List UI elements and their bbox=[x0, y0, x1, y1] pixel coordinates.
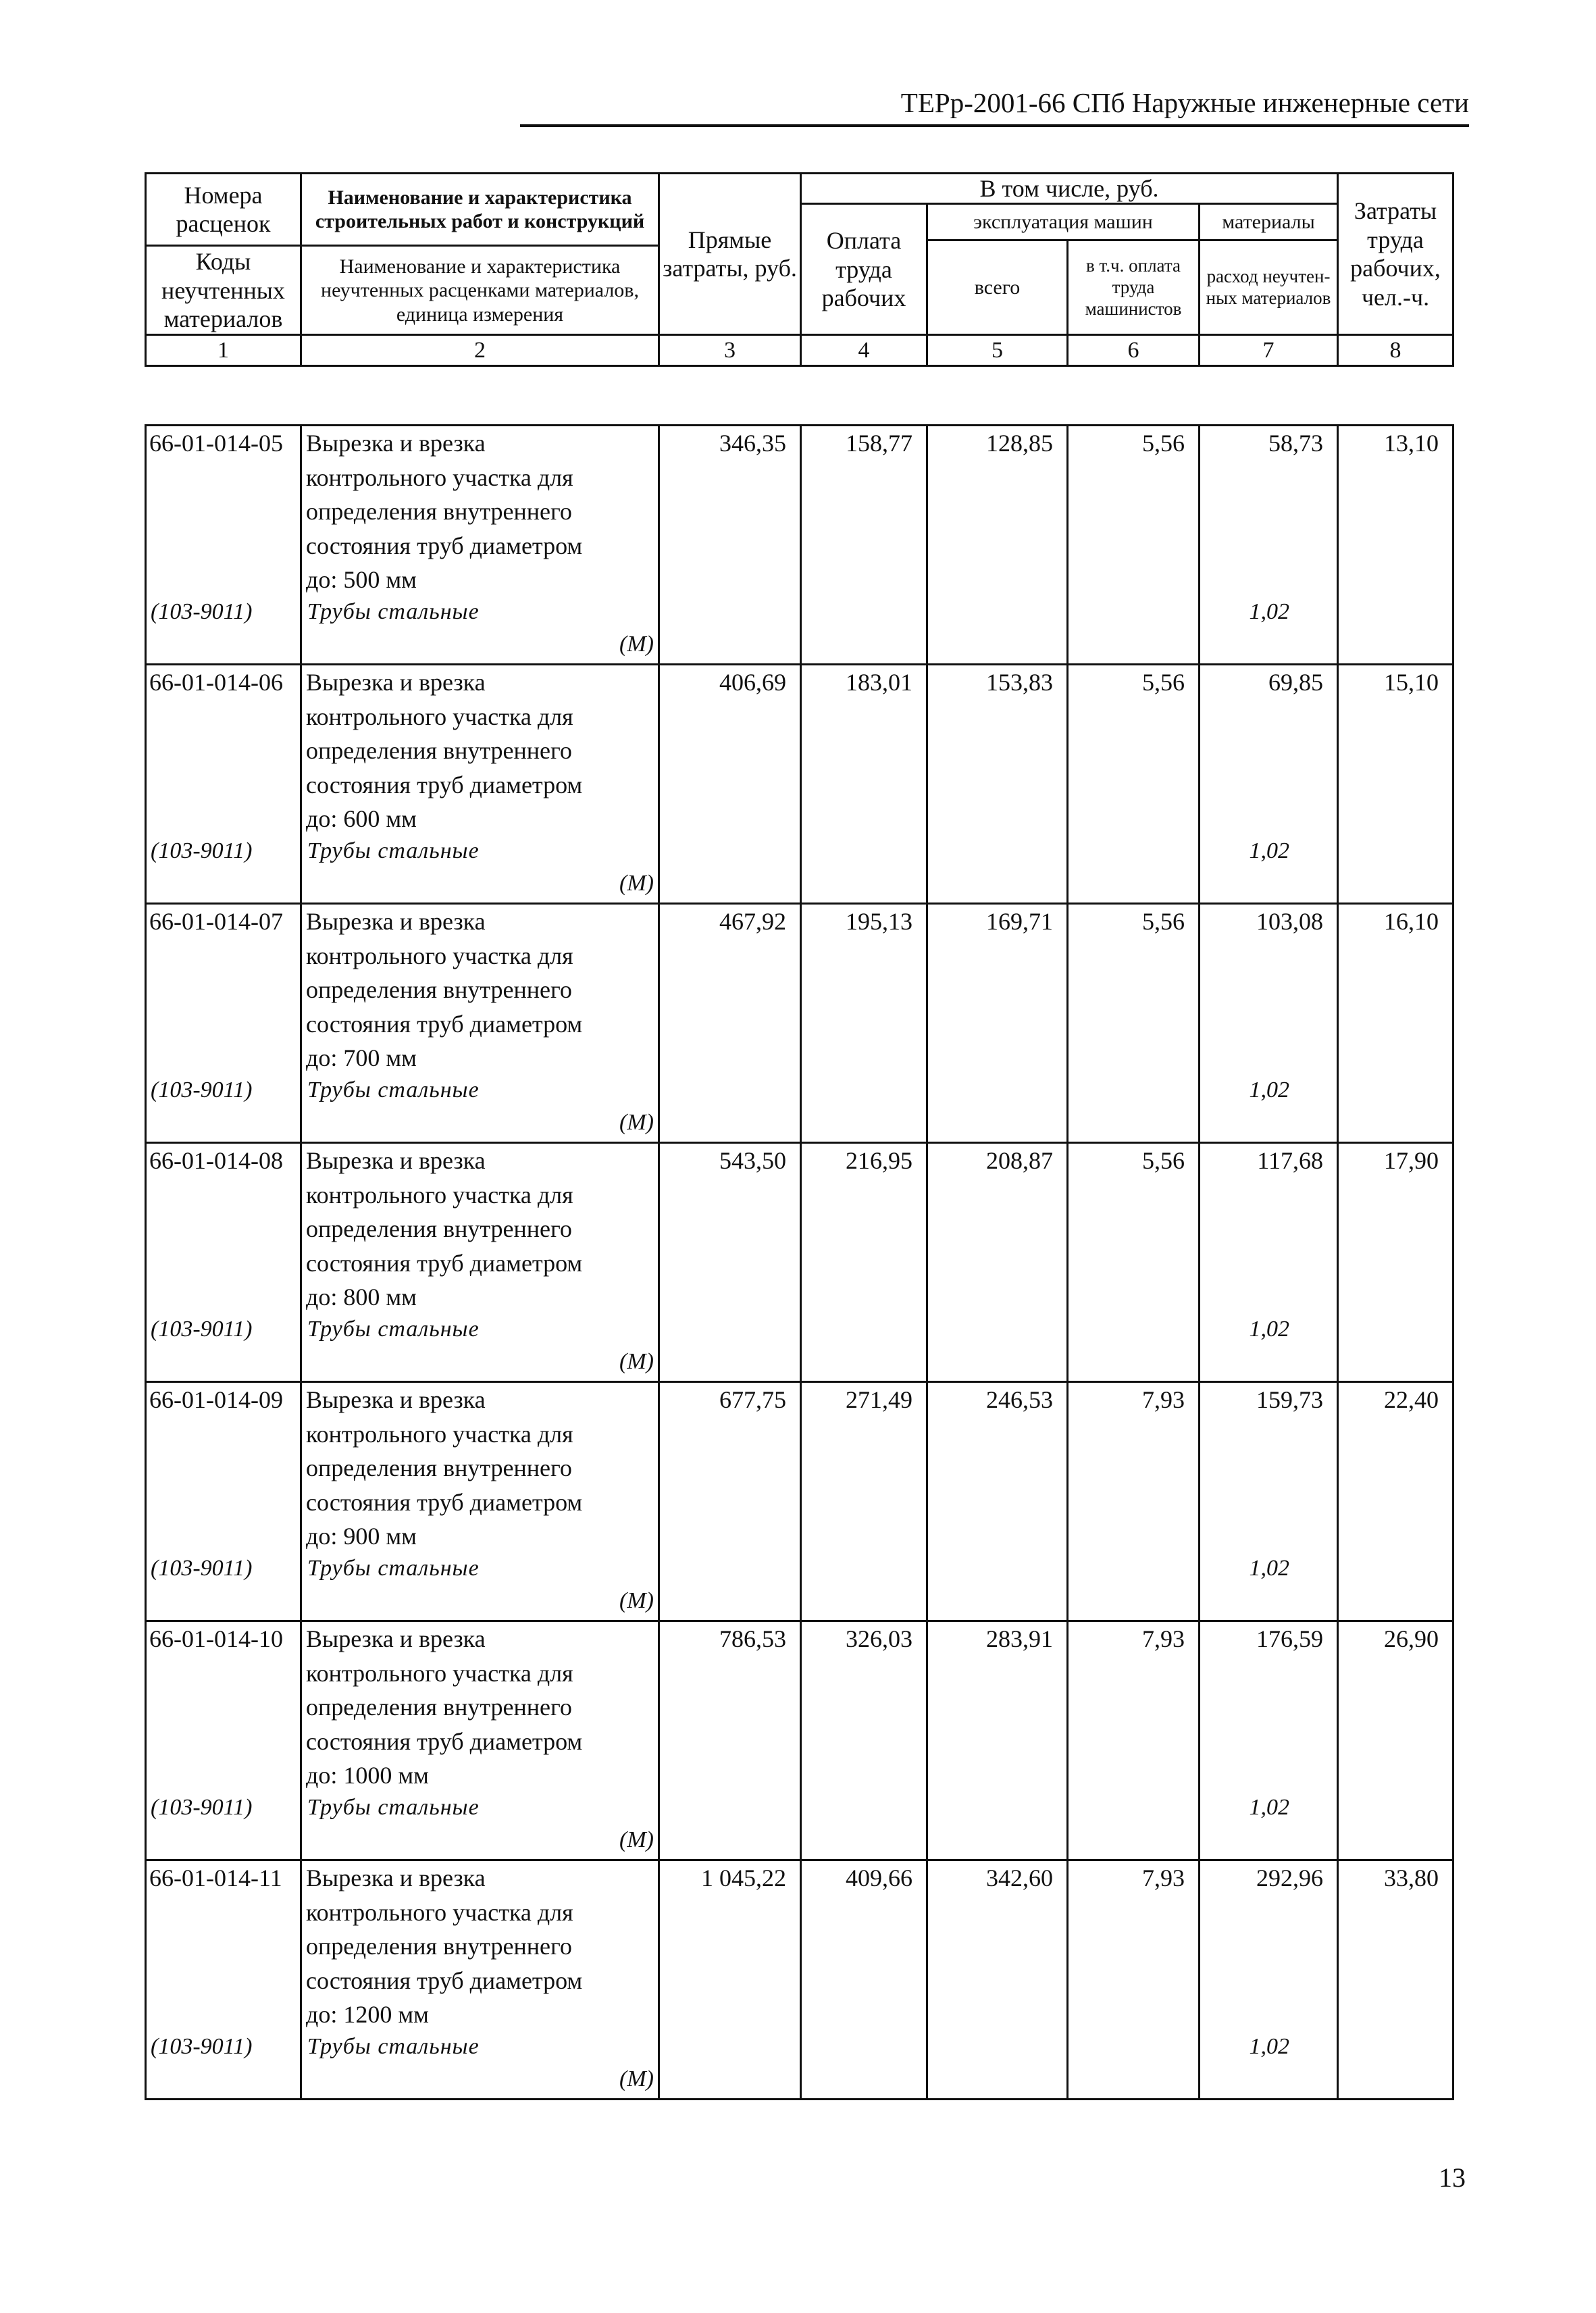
direct-costs: 346,35 bbox=[659, 426, 801, 665]
material-name: Трубы стальные bbox=[307, 838, 480, 863]
rate-code-cell bbox=[146, 1143, 301, 1382]
column-number-5: 5 bbox=[927, 335, 1068, 366]
material-unit: (М) bbox=[619, 632, 654, 657]
materials-cost: 159,73 bbox=[1256, 1386, 1323, 1413]
work-description-line: контрольного участка для bbox=[306, 1181, 573, 1209]
table-row bbox=[146, 904, 1453, 1143]
labor-pay: 158,77 bbox=[801, 426, 927, 665]
column-number-7: 7 bbox=[1200, 335, 1338, 366]
materials-cost: 176,59 bbox=[1256, 1625, 1323, 1652]
machinists-pay: 5,56 bbox=[1068, 904, 1200, 1143]
work-description-line: состояния труб диаметром bbox=[306, 1010, 583, 1038]
table-row bbox=[146, 426, 1453, 665]
work-description-line: состояния труб диаметром bbox=[306, 1488, 583, 1516]
material-rate: 1,02 bbox=[1249, 1077, 1289, 1102]
header-materials-group: материалы bbox=[1200, 204, 1338, 240]
header-machines-total: всего bbox=[927, 240, 1068, 335]
material-unit: (М) bbox=[619, 2066, 654, 2091]
material-name: Трубы стальные bbox=[307, 1317, 480, 1342]
column-number-8: 8 bbox=[1338, 335, 1453, 366]
running-header: ТЕРр-2001-66 СПб Наружные инженерные сети bbox=[900, 87, 1469, 118]
material-code: (103-9011) bbox=[151, 1077, 253, 1102]
header-works-description: Наименование и характеристика строительных работ и конструкций bbox=[301, 174, 659, 246]
header-labor-hours: Затраты труда рабочих, чел.-ч. bbox=[1338, 174, 1453, 335]
work-description-cell bbox=[301, 665, 659, 904]
direct-costs: 786,53 bbox=[659, 1621, 801, 1860]
materials-cost: 292,96 bbox=[1256, 1864, 1323, 1891]
header-materials-description: Наименование и характеристика неучтенных расценками материалов, единица измерения bbox=[301, 246, 659, 335]
machines-total: 208,87 bbox=[927, 1143, 1068, 1382]
labor-hours: 15,10 bbox=[1338, 665, 1453, 904]
labor-hours: 22,40 bbox=[1338, 1382, 1453, 1621]
labor-hours: 13,10 bbox=[1338, 426, 1453, 665]
work-description-line: определения внутреннего bbox=[306, 1215, 572, 1242]
header-rate-numbers: Номера расценок bbox=[146, 174, 301, 246]
work-description-line: определения внутреннего bbox=[306, 737, 572, 764]
material-code: (103-9011) bbox=[151, 1795, 253, 1820]
materials-cost: 58,73 bbox=[1268, 430, 1323, 457]
work-description-cell bbox=[301, 426, 659, 665]
direct-costs: 406,69 bbox=[659, 665, 801, 904]
material-name: Трубы стальные bbox=[307, 599, 480, 624]
work-description-line: контрольного участка для bbox=[306, 463, 573, 491]
direct-costs: 677,75 bbox=[659, 1382, 801, 1621]
header-including-group: В том числе, руб. bbox=[801, 174, 1338, 204]
work-description-line: до: 600 мм bbox=[306, 805, 417, 832]
table-row bbox=[146, 1143, 1453, 1382]
direct-costs: 1 045,22 bbox=[659, 1860, 801, 2100]
rate-rows bbox=[146, 426, 1453, 2100]
table-row bbox=[146, 1621, 1453, 1860]
work-description-line: Вырезка и врезка bbox=[306, 1864, 486, 1891]
work-description-line: до: 1200 мм bbox=[306, 2001, 429, 2028]
material-name: Трубы стальные bbox=[307, 1795, 480, 1820]
header-machines-group: эксплуатация машин bbox=[927, 204, 1200, 240]
work-description-line: контрольного участка для bbox=[306, 703, 573, 730]
work-description-line: состояния труб диаметром bbox=[306, 771, 583, 798]
work-description-line: Вырезка и врезка bbox=[306, 669, 486, 696]
material-code: (103-9011) bbox=[151, 599, 253, 624]
work-description-line: до: 900 мм bbox=[306, 1523, 417, 1550]
rate-code-cell bbox=[146, 1621, 301, 1860]
materials-cell bbox=[1200, 1860, 1338, 2100]
material-code: (103-9011) bbox=[151, 1556, 253, 1581]
column-number-3: 3 bbox=[659, 335, 801, 366]
labor-hours: 33,80 bbox=[1338, 1860, 1453, 2100]
material-name: Трубы стальные bbox=[307, 1077, 480, 1102]
rate-code: 66-01-014-10 bbox=[149, 1625, 283, 1652]
materials-cost: 103,08 bbox=[1256, 908, 1323, 935]
rate-code: 66-01-014-05 bbox=[149, 430, 283, 457]
labor-pay: 409,66 bbox=[801, 1860, 927, 2100]
work-description-line: Вырезка и врезка bbox=[306, 430, 486, 457]
machines-total: 153,83 bbox=[927, 665, 1068, 904]
header-machinists-pay: в т.ч. оплата труда машинистов bbox=[1068, 240, 1200, 335]
material-name: Трубы стальные bbox=[307, 1556, 480, 1581]
rates-table-header bbox=[145, 172, 1454, 367]
work-description-line: Вырезка и врезка bbox=[306, 1386, 486, 1413]
work-description-line: контрольного участка для bbox=[306, 942, 573, 969]
labor-hours: 26,90 bbox=[1338, 1621, 1453, 1860]
material-unit: (М) bbox=[619, 1588, 654, 1613]
work-description-cell bbox=[301, 904, 659, 1143]
rate-code-cell bbox=[146, 904, 301, 1143]
rate-code-cell bbox=[146, 665, 301, 904]
work-description-line: определения внутреннего bbox=[306, 976, 572, 1003]
machinists-pay: 7,93 bbox=[1068, 1382, 1200, 1621]
material-code: (103-9011) bbox=[151, 1317, 253, 1342]
direct-costs: 543,50 bbox=[659, 1143, 801, 1382]
labor-pay: 183,01 bbox=[801, 665, 927, 904]
rate-code: 66-01-014-06 bbox=[149, 669, 283, 696]
work-description-cell bbox=[301, 1860, 659, 2100]
work-description-line: контрольного участка для bbox=[306, 1659, 573, 1687]
column-number-2: 2 bbox=[301, 335, 659, 366]
material-code: (103-9011) bbox=[151, 838, 253, 863]
work-description-cell bbox=[301, 1382, 659, 1621]
material-rate: 1,02 bbox=[1249, 838, 1289, 863]
labor-pay: 326,03 bbox=[801, 1621, 927, 1860]
machinists-pay: 7,93 bbox=[1068, 1621, 1200, 1860]
materials-cell bbox=[1200, 426, 1338, 665]
labor-pay: 271,49 bbox=[801, 1382, 927, 1621]
material-rate: 1,02 bbox=[1249, 1795, 1289, 1820]
material-unit: (М) bbox=[619, 1110, 654, 1135]
machines-total: 246,53 bbox=[927, 1382, 1068, 1621]
work-description-line: Вырезка и врезка bbox=[306, 1147, 486, 1174]
material-name: Трубы стальные bbox=[307, 2034, 480, 2059]
header-labor-pay: Оплата труда рабочих bbox=[801, 204, 927, 335]
work-description-line: определения внутреннего bbox=[306, 1933, 572, 1960]
work-description-line: определения внутреннего bbox=[306, 498, 572, 525]
materials-cell bbox=[1200, 1382, 1338, 1621]
work-description-line: состояния труб диаметром bbox=[306, 1966, 583, 1994]
page-number: 13 bbox=[1439, 2162, 1466, 2193]
labor-pay: 195,13 bbox=[801, 904, 927, 1143]
material-unit: (М) bbox=[619, 1349, 654, 1374]
work-description-cell bbox=[301, 1143, 659, 1382]
direct-costs: 467,92 bbox=[659, 904, 801, 1143]
machines-total: 283,91 bbox=[927, 1621, 1068, 1860]
work-description-line: состояния труб диаметром bbox=[306, 532, 583, 559]
rates-table-body bbox=[145, 424, 1454, 2100]
material-rate: 1,02 bbox=[1249, 1556, 1289, 1581]
work-description-line: контрольного участка для bbox=[306, 1898, 573, 1926]
header-direct-costs: Прямые затраты, руб. bbox=[659, 174, 801, 335]
materials-cost: 69,85 bbox=[1268, 669, 1323, 696]
material-rate: 1,02 bbox=[1249, 1317, 1289, 1342]
machinists-pay: 5,56 bbox=[1068, 426, 1200, 665]
machines-total: 342,60 bbox=[927, 1860, 1068, 2100]
material-rate: 1,02 bbox=[1249, 599, 1289, 624]
header-material-codes: Коды неучтенных материалов bbox=[146, 246, 301, 335]
work-description-cell bbox=[301, 1621, 659, 1860]
materials-cell bbox=[1200, 904, 1338, 1143]
header-rule bbox=[520, 124, 1469, 127]
rate-code-cell bbox=[146, 426, 301, 665]
material-code: (103-9011) bbox=[151, 2034, 253, 2059]
column-number-6: 6 bbox=[1068, 335, 1200, 366]
work-description-line: определения внутреннего bbox=[306, 1694, 572, 1721]
materials-cell bbox=[1200, 665, 1338, 904]
work-description-line: контрольного участка для bbox=[306, 1420, 573, 1448]
material-unit: (М) bbox=[619, 871, 654, 896]
machinists-pay: 5,56 bbox=[1068, 1143, 1200, 1382]
rate-code-cell bbox=[146, 1860, 301, 2100]
labor-hours: 16,10 bbox=[1338, 904, 1453, 1143]
labor-pay: 216,95 bbox=[801, 1143, 927, 1382]
rate-code-cell bbox=[146, 1382, 301, 1621]
work-description-line: состояния труб диаметром bbox=[306, 1727, 583, 1755]
work-description-line: состояния труб диаметром bbox=[306, 1249, 583, 1277]
materials-cell bbox=[1200, 1143, 1338, 1382]
machines-total: 169,71 bbox=[927, 904, 1068, 1143]
table-row bbox=[146, 1382, 1453, 1621]
column-number-4: 4 bbox=[801, 335, 927, 366]
column-number-1: 1 bbox=[146, 335, 301, 366]
rate-code: 66-01-014-11 bbox=[149, 1864, 282, 1891]
rate-code: 66-01-014-09 bbox=[149, 1386, 283, 1413]
machinists-pay: 5,56 bbox=[1068, 665, 1200, 904]
work-description-line: до: 1000 мм bbox=[306, 1762, 429, 1789]
labor-hours: 17,90 bbox=[1338, 1143, 1453, 1382]
machines-total: 128,85 bbox=[927, 426, 1068, 665]
machinists-pay: 7,93 bbox=[1068, 1860, 1200, 2100]
materials-cell bbox=[1200, 1621, 1338, 1860]
work-description-line: до: 800 мм bbox=[306, 1283, 417, 1311]
rate-code: 66-01-014-07 bbox=[149, 908, 283, 935]
work-description-line: до: 700 мм bbox=[306, 1044, 417, 1071]
material-rate: 1,02 bbox=[1249, 2034, 1289, 2059]
rate-code: 66-01-014-08 bbox=[149, 1147, 283, 1174]
header-unaccounted-materials: расход неучтен-ных материалов bbox=[1200, 240, 1338, 335]
table-row bbox=[146, 665, 1453, 904]
work-description-line: Вырезка и врезка bbox=[306, 908, 486, 935]
work-description-line: определения внутреннего bbox=[306, 1454, 572, 1481]
work-description-line: Вырезка и врезка bbox=[306, 1625, 486, 1652]
materials-cost: 117,68 bbox=[1257, 1147, 1323, 1174]
work-description-line: до: 500 мм bbox=[306, 566, 417, 593]
table-row bbox=[146, 1860, 1453, 2100]
material-unit: (М) bbox=[619, 1827, 654, 1852]
